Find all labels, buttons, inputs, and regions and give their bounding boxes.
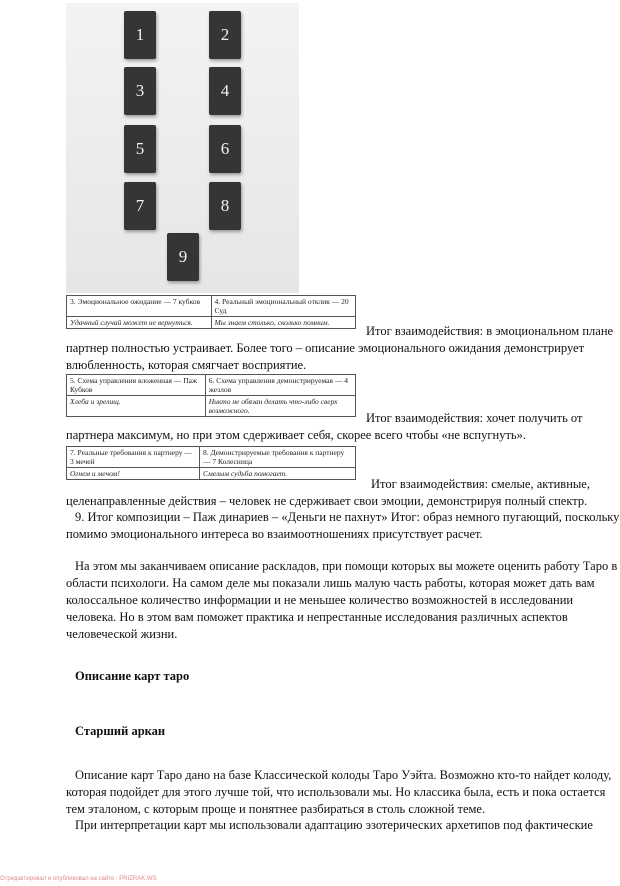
paragraph-line: области психологи. На самом деле мы показали лишь малую часть работы, которая может дать вам [66,576,595,590]
paragraph-line: помимо эмоционального интереса во взаимоотношениях присутствует расчет. [66,527,483,541]
table-cell: 7. Реальные требования к партнеру — 3 мечей [67,447,200,468]
table-positions-5-6 [66,374,356,417]
paragraph-line: Итог взаимодействия: в эмоциональном плане [366,324,614,338]
paragraph-line: человеческой жизни. [66,627,178,641]
table-cell: Хлеба и зрелищ. [67,396,206,417]
card-7: 7 [124,182,156,230]
paragraph-line: колоссальное количество информации и не меньшее количество возможностей в исследовании [66,593,574,607]
table-cell: Смелым судьба помогает. [199,468,355,480]
table-cell: 8. Демонстрируемые требования к партнеру — 7 Колесница [199,447,355,468]
paragraph-line: тем эталоном, с которым проще и понятнее разбираться в столь сложной теме. [66,802,486,816]
section-heading: Старший аркан [75,724,166,738]
card-2: 2 [209,11,241,59]
paragraph-line: Итог взаимодействия: смелые, активные, [371,477,590,491]
card-5: 5 [124,125,156,173]
table-cell: Удачный случай может не вернуться. [67,317,212,329]
section-heading: Описание карт таро [75,669,190,683]
paragraph-line: целенаправленные действия – человек не сдерживает свои эмоции, демонстрируя полный спектр. [66,494,588,508]
paragraph-line: Описание карт Таро дано на базе Классической колоды Таро Уэйта. Возможно кто-то найдет колоду, [75,768,612,782]
table-cell: Никто не обязан делать что-либо сверх возможного. [205,396,355,417]
paragraph-line: Итог взаимодействия: хочет получить от [366,411,583,425]
paragraph-line: человека. Но в этом вам поможет практика и непрестанные исследования различных аспектов [66,610,568,624]
table-positions-7-8 [66,446,356,480]
table-cell: Огнем и мечом! [67,468,200,480]
card-8: 8 [209,182,241,230]
card-3: 3 [124,67,156,115]
paragraph-line: На этом мы заканчиваем описание раскладов, при помощи которых вы можете оценить работу Таро в [75,559,618,573]
tarot-spread-image [66,3,299,293]
table-positions-3-4 [66,295,356,329]
paragraph-line: влюбленность, которая смягчает восприятие. [66,358,307,372]
footer-credit: Отредактировал и опубликовал на сайте : PRIZRAK.WS [0,876,157,882]
card-9: 9 [167,233,199,281]
paragraph-line: которая подойдет для этого лучше той, что использовали мы. Но классика была, есть и пока остается [66,785,606,799]
table-cell: Мы знаем столько, сколько помним. [211,317,356,329]
card-1: 1 [124,11,156,59]
card-6: 6 [209,125,241,173]
paragraph-line: партнер полностью устраивает. Более того – описание эмоционального ожидания демонстрирует [66,341,585,355]
table-cell: 4. Реальный эмоциональный отклик — 20 Суд [211,296,356,317]
paragraph-line: 9. Итог композиции – Паж динариев – «Деньги не пахнут» Итог: образ немного пугающий, поскольку [75,510,620,524]
table-cell: 3. Эмоциональное ожидание — 7 кубков [67,296,212,317]
card-4: 4 [209,67,241,115]
table-cell: 6. Схема управления демонстрируемая — 4 жезлов [205,375,355,396]
paragraph-line: При интерпретации карт мы использовали адаптацию эзотерических архетипов под фактические [75,818,593,832]
table-cell: 5. Схема управления вложенная — Паж Кубков [67,375,206,396]
paragraph-line: партнера максимум, но при этом сдерживает себя, скорее всего чтобы «не вспугнуть». [66,428,526,442]
